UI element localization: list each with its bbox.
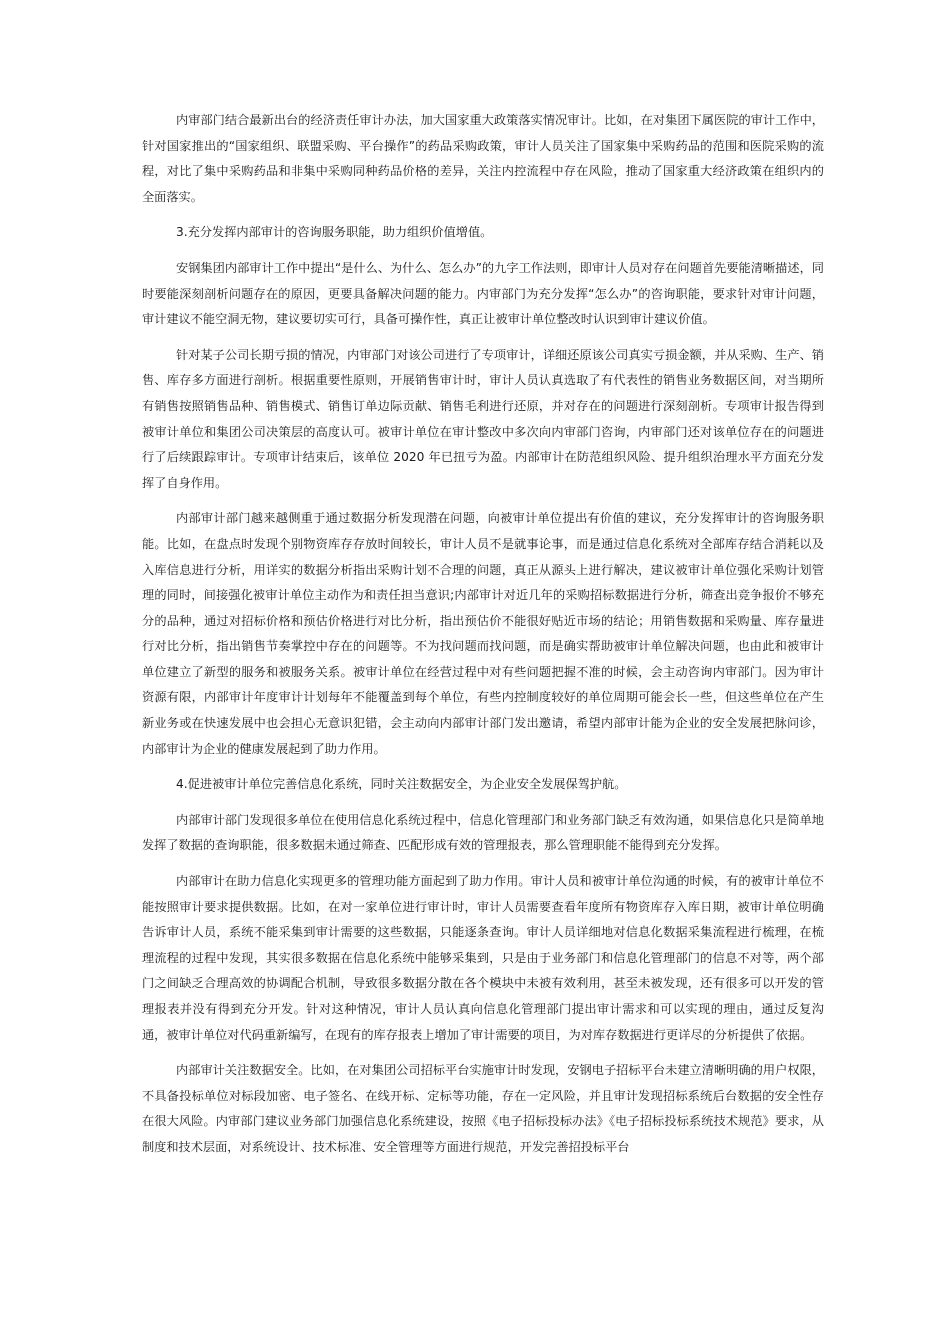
section-heading-4: 4.促进被审计单位完善信息化系统，同时关注数据安全，为企业安全发展保驾护航。 [176,777,627,792]
paragraph-information-system-communication: 内部审计部门发现很多单位在使用信息化系统过程中，信息化管理部门和业务部门缺乏有效沟通，如果信息化只是简单地发挥了数据的查询职能，很多数据未通过筛查、匹配形成有效的管理报表，那么管理职能不能得到充分发挥。 [142,812,824,853]
section-heading-3: 3.充分发挥内部审计的咨询服务职能，助力组织价值增值。 [176,225,493,240]
paragraph-subsidiary-loss-audit: 针对某子公司长期亏损的情况，内审部门对该公司进行了专项审计，详细还原该公司真实亏损金额，并从采购、生产、销售、库存多方面进行剖析。根据重要性原则，开展销售审计时，审计人员认真选取了有代表性的销售业务数据区间，对当期所有销售按照销售品种、销售模式、销售订单边际贡献、销售毛利进行还原，并对存在的问题进行深刻剖析。专项审计报告得到被审计单位和集团公司决策层的高度认可。被审计单位在审计整改中多次向内审部门咨询，内审部门还对该单位存在的问题进行了后续跟踪审计。专项审计结束后，该单位 2020 年已扭亏为盈。内部审计在防范组织风险、提升组织治理水平方面充分发挥了自身作用。 [142,347,824,490]
document-page [142,108,824,1171]
paragraph-data-analysis-consulting: 内部审计部门越来越侧重于通过数据分析发现潜在问题，向被审计单位提出有价值的建议，充分发挥审计的咨询服务职能。比如，在盘点时发现个别物资库存存放时间较长，审计人员不是就事论事，而是通过信息化系统对全部库存结合消耗以及入库信息进行分析，用详实的数据分析指出采购计划不合理的问题，真正从源头上进行解决，建议被审计单位强化采购计划管理的同时，间接强化被审计单位主动作为和责任担当意识;内部审计对近几年的采购招标数据进行分析，筛查出竞争报价不够充分的品种，通过对招标价格和预估价格进行对比分析，指出预估价不能很好贴近市场的结论；用销售数据和采购量、库存量进行对比分析，指出销售节奏掌控中存在的问题等。不为找问题而找问题，而是确实帮助被审计单位解决问题，也由此和被审计单位建立了新型的服务和被服务关系。被审计单位在经营过程中对有些问题把握不准的时候，会主动咨询内审部门。因为审计资源有限，内部审计年度审计计划每年不能覆盖到每个单位，有些内控制度较好的单位周期可能会长一些，但这些单位在产生新业务或在快速发展中也会担心无意识犯错，会主动向内部审计部门发出邀请，希望内部审计能为企业的安全发展把脉问诊，内部审计为企业的健康发展起到了助力作用。 [142,511,824,756]
paragraph-nine-word-method: 安钢集团内部审计工作中提出“是什么、为什么、怎么办”的九字工作法则，即审计人员对存在问题首先要能清晰描述，同时要能深刻剖析问题存在的原因，更要具备解决问题的能力。内审部门为充分发挥“怎么办”的咨询职能，要求针对审计问题，审计建议不能空洞无物，建议要切实可行，具备可操作性，真正让被审计单位整改时认识到审计建议价值。 [142,260,824,327]
paragraph-data-security: 内部审计关注数据安全。比如，在对集团公司招标平台实施审计时发现，安钢电子招标平台未建立清晰明确的用户权限，不具备投标单位对标段加密、电子签名、在线开标、定标等功能，存在一定风险，并且审计发现招标系统后台数据的安全性存在很大风险。内审部门建议业务部门加强信息化系统建设，按照《电子招标投标办法》《电子招标投标系统技术规范》要求，从制度和技术层面，对系统设计、技术标准、安全管理等方面进行规范，开发完善招投标平台 [142,1063,824,1154]
paragraph-information-system-management: 内部审计在助力信息化实现更多的管理功能方面起到了助力作用。审计人员和被审计单位沟通的时候，有的被审计单位不能按照审计要求提供数据。比如，在对一家单位进行审计时，审计人员需要查看年度所有物资库存入库日期，被审计单位明确告诉审计人员，系统不能采集到审计需要的这些数据，只能逐条查询。审计人员详细地对信息化数据采集流程进行梳理，在梳理流程的过程中发现，其实很多数据在信息化系统中能够采集到，只是由于业务部门和信息化管理部门的信息不对等，两个部门之间缺乏合理高效的协调配合机制，导致很多数据分散在各个模块中未被有效利用，甚至未被发现，还有很多可以开发的管理报表并没有得到充分开发。针对这种情况，审计人员认真向信息化管理部门提出审计需求和可以实现的理由，通过反复沟通，被审计单位对代码重新编写，在现有的库存报表上增加了审计需要的项目，为对库存数据进行更详尽的分析提供了依据。 [142,874,824,1042]
paragraph-policy-audit: 内审部门结合最新出台的经济责任审计办法，加大国家重大政策落实情况审计。比如，在对集团下属医院的审计工作中，针对国家推出的“国家组织、联盟采购、平台操作”的药品采购政策，审计人员关注了国家集中采购药品的范围和医院采购的流程，对比了集中采购药品和非集中采购同种药品价格的差异，关注内控流程中存在风险，推动了国家重大经济政策在组织内的全面落实。 [142,113,824,204]
